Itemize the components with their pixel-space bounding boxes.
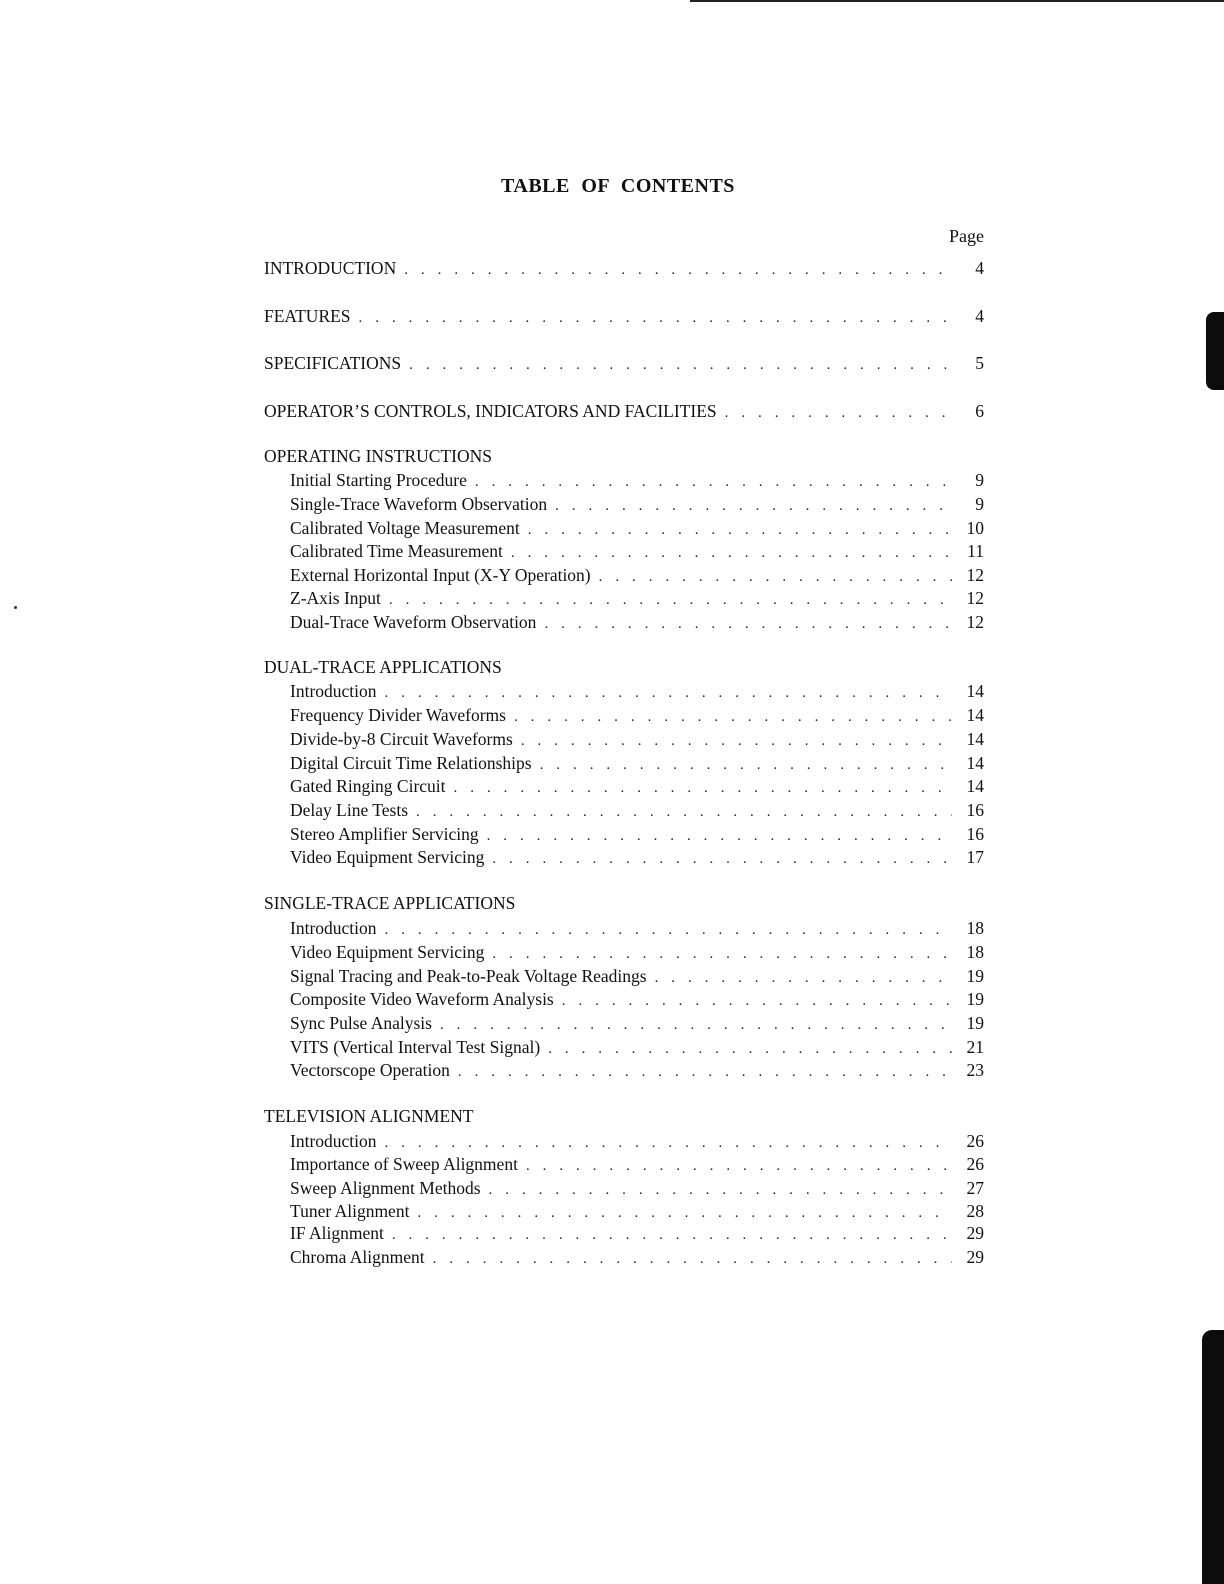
dot-leader xyxy=(489,1179,952,1201)
dot-leader xyxy=(417,1202,952,1224)
dot-leader xyxy=(655,967,952,989)
toc-entry-label: Calibrated Time Measurement xyxy=(290,541,503,561)
section-heading-dual-trace-applications[interactable]: DUAL-TRACE APPLICATIONS xyxy=(264,657,502,677)
toc-entry-page: 14 xyxy=(966,729,984,749)
dot-leader xyxy=(528,519,952,541)
dot-leader xyxy=(440,1014,952,1036)
toc-entry-label: Z-Axis Input xyxy=(290,588,381,608)
dot-leader xyxy=(511,542,952,564)
dot-leader xyxy=(544,613,952,635)
dot-leader xyxy=(389,589,952,611)
toc-entry-page: 5 xyxy=(975,353,984,373)
toc-entry-label: Tuner Alignment xyxy=(290,1201,410,1221)
toc-entry-page: 21 xyxy=(966,1037,984,1057)
toc-subentry[interactable] xyxy=(290,775,984,797)
toc-subentry[interactable] xyxy=(290,1246,984,1268)
toc-entry-label: Sweep Alignment Methods xyxy=(290,1178,481,1198)
toc-subentry[interactable] xyxy=(290,1153,984,1175)
dot-leader xyxy=(555,495,952,517)
toc-entry-label: OPERATOR’S CONTROLS, INDICATORS AND FACILITIES xyxy=(264,401,717,421)
toc-subentry[interactable] xyxy=(290,1222,984,1244)
toc-entry-label: FEATURES xyxy=(264,306,351,326)
toc-entry-page: 28 xyxy=(966,1201,984,1221)
toc-entry-operators-controls[interactable] xyxy=(264,400,984,422)
toc-entry-label: SPECIFICATIONS xyxy=(264,353,402,373)
toc-entry-label: Importance of Sweep Alignment xyxy=(290,1154,518,1174)
toc-subentry[interactable] xyxy=(290,493,984,515)
toc-entry-label: Introduction xyxy=(290,918,377,938)
page-column-label: Page xyxy=(949,226,984,246)
dot-leader xyxy=(562,990,952,1012)
toc-entry-page: 16 xyxy=(966,800,984,820)
toc-entry-label: Vectorscope Operation xyxy=(290,1060,450,1080)
toc-entry-page: 11 xyxy=(967,541,984,561)
dot-leader xyxy=(359,307,952,329)
toc-subentry[interactable] xyxy=(290,587,984,609)
toc-entry-page: 16 xyxy=(966,824,984,844)
toc-subentry[interactable] xyxy=(290,517,984,539)
toc-entry-label: Video Equipment Servicing xyxy=(290,847,485,867)
dot-leader xyxy=(433,1248,952,1270)
dot-leader xyxy=(492,943,952,965)
toc-subentry[interactable] xyxy=(290,540,984,562)
toc-subentry[interactable] xyxy=(290,823,984,845)
dot-leader xyxy=(385,1132,952,1154)
toc-entry-page: 17 xyxy=(966,847,984,867)
toc-entry-page: 14 xyxy=(966,753,984,773)
toc-subentry[interactable] xyxy=(290,728,984,750)
toc-entry-label: INTRODUCTION xyxy=(264,258,397,278)
dot-leader xyxy=(392,1224,952,1246)
toc-entry-page: 14 xyxy=(966,776,984,796)
toc-entry-page: 26 xyxy=(966,1154,984,1174)
toc-subentry[interactable] xyxy=(290,988,984,1010)
toc-subentry[interactable] xyxy=(290,846,984,868)
toc-entry-page: 29 xyxy=(966,1223,984,1243)
toc-entry-label: Gated Ringing Circuit xyxy=(290,776,446,796)
section-heading-operating-instructions[interactable]: OPERATING INSTRUCTIONS xyxy=(264,446,492,466)
dot-leader xyxy=(454,777,952,799)
toc-entry-features[interactable] xyxy=(264,305,984,327)
toc-entry-label: IF Alignment xyxy=(290,1223,384,1243)
toc-entry-page: 6 xyxy=(975,401,984,421)
toc-entry-page: 12 xyxy=(966,612,984,632)
toc-entry-label: Single-Trace Waveform Observation xyxy=(290,494,548,514)
toc-subentry[interactable] xyxy=(290,564,984,586)
toc-subentry[interactable] xyxy=(290,1012,984,1034)
toc-entry-page: 4 xyxy=(975,306,984,326)
toc-entry-label: Introduction xyxy=(290,1131,377,1151)
toc-entry-page: 27 xyxy=(966,1178,984,1198)
dot-leader xyxy=(458,1061,952,1083)
dot-leader xyxy=(385,682,952,704)
toc-entry-page: 14 xyxy=(966,681,984,701)
toc-entry-page: 12 xyxy=(966,588,984,608)
toc-entry-label: Stereo Amplifier Servicing xyxy=(290,824,479,844)
toc-subentry[interactable] xyxy=(290,1177,984,1199)
toc-entry-label: Introduction xyxy=(290,681,377,701)
dot-leader xyxy=(385,919,952,941)
dot-leader xyxy=(725,402,952,424)
toc-entry-label: External Horizontal Input (X-Y Operation) xyxy=(290,565,591,585)
dot-leader xyxy=(409,354,952,376)
toc-entry-label: Dual-Trace Waveform Observation xyxy=(290,612,537,632)
dot-leader xyxy=(599,566,952,588)
toc-subentry[interactable] xyxy=(290,752,984,774)
toc-subentry[interactable] xyxy=(290,917,984,939)
toc-entry-page: 9 xyxy=(975,470,984,490)
toc-entry-label: Composite Video Waveform Analysis xyxy=(290,989,554,1009)
toc-entry-page: 4 xyxy=(975,258,984,278)
toc-entry-page: 19 xyxy=(966,989,984,1009)
section-heading-single-trace-applications[interactable]: SINGLE-TRACE APPLICATIONS xyxy=(264,893,516,913)
toc-entry-label: Signal Tracing and Peak-to-Peak Voltage Readings xyxy=(290,966,647,986)
section-heading-television-alignment[interactable]: TELEVISION ALIGNMENT xyxy=(264,1106,474,1126)
toc-subentry[interactable] xyxy=(290,1036,984,1058)
toc-subentry[interactable] xyxy=(290,469,984,491)
toc-entry-page: 19 xyxy=(966,966,984,986)
toc-subentry[interactable] xyxy=(290,1200,984,1222)
dot-leader xyxy=(540,754,952,776)
scan-edge-shadow-bottom xyxy=(1202,1330,1224,1584)
toc-entry-page: 14 xyxy=(966,705,984,725)
toc-entry-label: Divide-by-8 Circuit Waveforms xyxy=(290,729,513,749)
dot-leader xyxy=(492,848,952,870)
toc-entry-page: 12 xyxy=(966,565,984,585)
dot-leader xyxy=(416,801,952,823)
scan-top-edge xyxy=(690,0,1224,2)
toc-subentry[interactable] xyxy=(290,941,984,963)
toc-entry-specifications[interactable] xyxy=(264,352,984,374)
page-title: TABLE OF CONTENTS xyxy=(501,175,735,197)
toc-subentry[interactable] xyxy=(290,799,984,821)
scan-edge-shadow-top xyxy=(1206,312,1224,390)
toc-entry-label: Delay Line Tests xyxy=(290,800,409,820)
dot-leader xyxy=(404,259,952,281)
toc-entry-page: 10 xyxy=(966,518,984,538)
toc-entry-page: 23 xyxy=(966,1060,984,1080)
toc-entry-label: Initial Starting Procedure xyxy=(290,470,467,490)
toc-entry-page: 26 xyxy=(966,1131,984,1151)
toc-entry-label: Frequency Divider Waveforms xyxy=(290,705,506,725)
toc-entry-label: Chroma Alignment xyxy=(290,1247,425,1267)
dot-leader xyxy=(521,730,952,752)
toc-subentry[interactable] xyxy=(290,680,984,702)
dot-leader xyxy=(475,471,952,493)
toc-entry-label: Calibrated Voltage Measurement xyxy=(290,518,520,538)
toc-subentry[interactable] xyxy=(290,611,984,633)
dot-leader xyxy=(548,1038,952,1060)
dot-leader xyxy=(487,825,952,847)
scan-speck xyxy=(14,606,17,609)
toc-subentry[interactable] xyxy=(290,1059,984,1081)
toc-entry-label: Digital Circuit Time Relationships xyxy=(290,753,532,773)
toc-entry-page: 29 xyxy=(966,1247,984,1267)
dot-leader xyxy=(514,706,952,728)
toc-entry-page: 19 xyxy=(966,1013,984,1033)
toc-entry-page: 18 xyxy=(966,942,984,962)
toc-entry-page: 18 xyxy=(966,918,984,938)
toc-entry-introduction[interactable] xyxy=(264,257,984,279)
toc-entry-label: VITS (Vertical Interval Test Signal) xyxy=(290,1037,541,1057)
toc-subentry[interactable] xyxy=(290,965,984,987)
toc-subentry[interactable] xyxy=(290,704,984,726)
toc-subentry[interactable] xyxy=(290,1130,984,1152)
toc-entry-page: 9 xyxy=(975,494,984,514)
toc-entry-label: Video Equipment Servicing xyxy=(290,942,485,962)
toc-entry-label: Sync Pulse Analysis xyxy=(290,1013,432,1033)
dot-leader xyxy=(526,1155,952,1177)
